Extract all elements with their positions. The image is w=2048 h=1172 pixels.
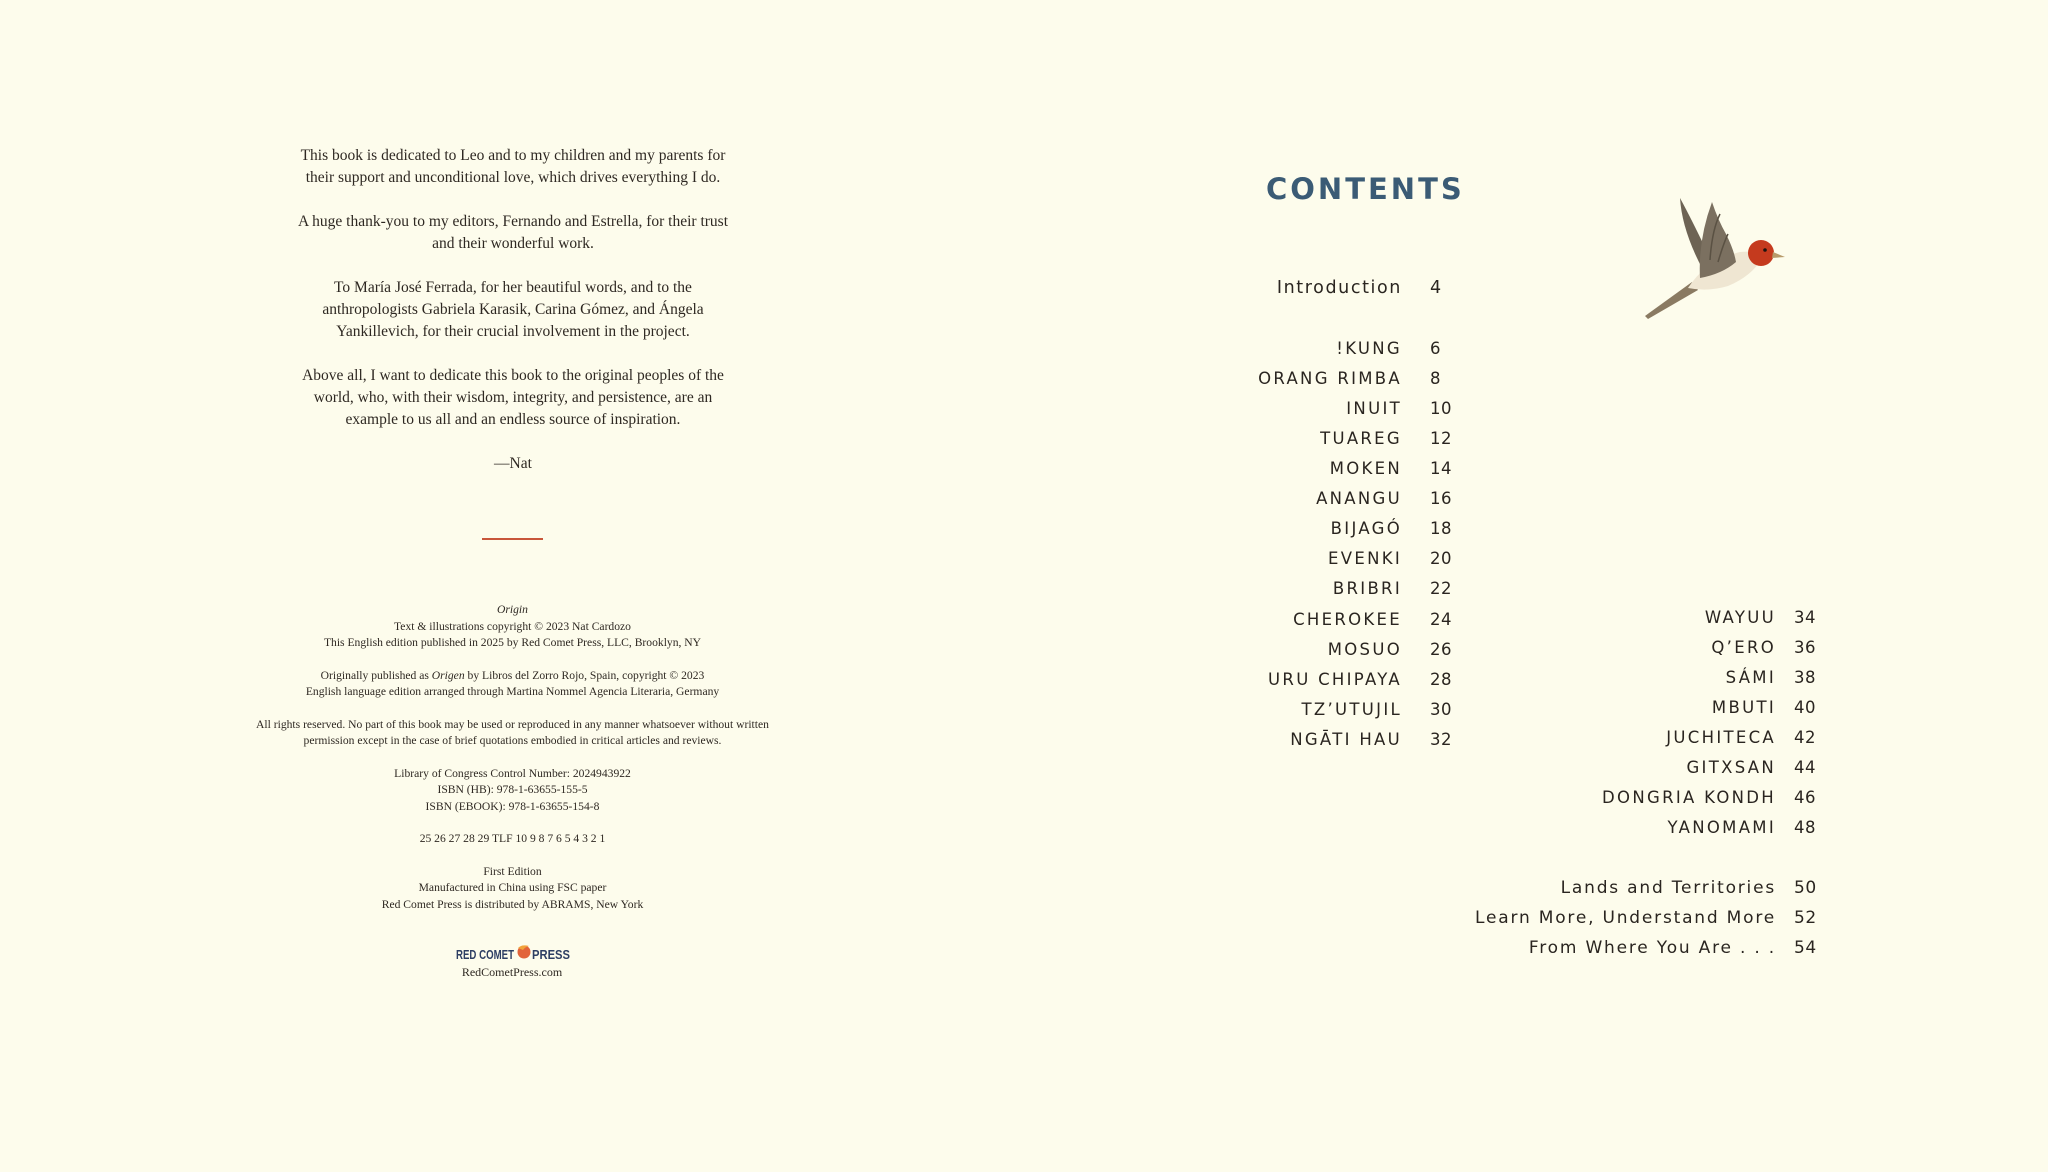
toc-page: 42 <box>1794 728 1816 747</box>
toc-page: 34 <box>1794 608 1816 627</box>
toc-page: 10 <box>1430 399 1452 418</box>
bird-illustration <box>1640 190 1790 330</box>
toc-label: ORANG RIMBA <box>1258 369 1402 388</box>
toc-page: 20 <box>1430 549 1452 568</box>
toc-entry[interactable] <box>1420 815 1816 841</box>
rights-line: permission except in the case of brief quotations embodied in critical articles and reviews. <box>303 734 722 747</box>
toc-entry[interactable] <box>1420 725 1816 751</box>
toc-label: INUIT <box>1346 399 1402 418</box>
original-title: Origen <box>431 668 465 682</box>
dedication-line: world, who, with their wisdom, integrity, and persistence, are an <box>313 389 713 406</box>
toc-label: !KUNG <box>1336 339 1402 358</box>
original-suffix: by Libros del Zorro Rojo, Spain, copyright © 2023 <box>464 668 705 682</box>
dedication-paragraph-2 <box>240 211 786 255</box>
toc-page: 18 <box>1430 519 1452 538</box>
toc-entry-from-where[interactable] <box>1420 935 1817 961</box>
toc-entry[interactable] <box>1100 637 1452 663</box>
toc-entry[interactable] <box>1100 727 1452 753</box>
toc-entry[interactable] <box>1100 366 1441 392</box>
toc-label: Learn More, Understand More <box>1475 908 1776 928</box>
publisher-website: RedCometPress.com <box>461 965 563 979</box>
toc-label: JUCHITECA <box>1666 728 1776 747</box>
dedication-line: and their wonderful work. <box>432 235 594 252</box>
toc-label: Lands and Territories <box>1560 878 1776 898</box>
toc-entry[interactable] <box>1420 635 1816 661</box>
toc-page: 14 <box>1430 459 1452 478</box>
toc-page: 26 <box>1430 640 1452 659</box>
dedication-line: A huge thank-you to my editors, Fernando and Estrella, for their trust <box>297 213 729 230</box>
toc-page: 32 <box>1430 730 1452 749</box>
distributed-line: Red Comet Press is distributed by ABRAMS, New York <box>381 897 644 911</box>
toc-page: 4 <box>1430 278 1442 298</box>
toc-entry[interactable] <box>1420 695 1816 721</box>
bird-head <box>1748 240 1774 266</box>
bird-eye <box>1763 248 1767 252</box>
book-title: Origin <box>497 603 528 616</box>
dedication-line: Yankillevich, for their crucial involvement in the project. <box>336 323 690 340</box>
dedication-paragraph-4 <box>240 365 786 431</box>
dedication-line: Above all, I want to dedicate this book to the original peoples of the <box>302 367 724 384</box>
dedication-line: example to us all and an endless source of inspiration. <box>345 411 681 428</box>
dedication-line: This book is dedicated to Leo and to my children and my parents for <box>300 147 726 164</box>
printing-line: 25 26 27 28 29 TLF 10 9 8 7 6 5 4 3 2 1 <box>419 832 606 845</box>
toc-label: Q’ERO <box>1711 638 1776 657</box>
toc-page: 46 <box>1794 788 1816 807</box>
toc-label: DONGRIA KONDH <box>1602 788 1776 807</box>
toc-label: EVENKI <box>1328 549 1402 568</box>
toc-label: SÁMI <box>1725 668 1776 687</box>
toc-page: 54 <box>1794 938 1817 958</box>
dedication-line: To María José Ferrada, for her beautiful words, and to the <box>334 279 692 296</box>
toc-label: BRIBRI <box>1332 579 1402 598</box>
toc-page: 36 <box>1794 638 1816 657</box>
toc-entry[interactable] <box>1420 605 1816 631</box>
toc-page: 28 <box>1430 670 1452 689</box>
red-comet-press-logo <box>455 942 571 964</box>
toc-label: Introduction <box>1276 278 1402 298</box>
original-publication <box>170 668 855 685</box>
toc-label: MOSUO <box>1327 640 1402 659</box>
rights-line: All rights reserved. No part of this book may be used or reproduced in any manner whatsoever without written <box>256 717 769 731</box>
toc-page: 40 <box>1794 698 1816 717</box>
toc-entry[interactable] <box>1420 755 1816 781</box>
toc-entry[interactable] <box>1420 785 1816 811</box>
toc-page: 38 <box>1794 668 1816 687</box>
toc-entry[interactable] <box>1100 456 1452 482</box>
manufactured-line: Manufactured in China using FSC paper <box>418 881 607 894</box>
colophon <box>170 602 855 929</box>
toc-label: MBUTI <box>1711 698 1776 717</box>
toc-page: 8 <box>1430 369 1441 388</box>
toc-label: CHEROKEE <box>1293 610 1402 629</box>
toc-page: 50 <box>1794 878 1817 898</box>
toc-entry[interactable] <box>1100 576 1452 602</box>
toc-page: 16 <box>1430 489 1452 508</box>
toc-label: URU CHIPAYA <box>1268 670 1402 689</box>
toc-entry[interactable] <box>1100 336 1441 362</box>
arranged-line: English language edition arranged through Martina Nommel Agencia Literaria, Germany <box>305 685 720 698</box>
dedication <box>240 145 786 497</box>
toc-entry[interactable] <box>1100 667 1452 693</box>
logo-text-right: PRESS <box>532 947 571 962</box>
toc-entry[interactable] <box>1100 516 1452 542</box>
dedication-line: their support and unconditional love, which drives everything I do. <box>305 169 721 186</box>
toc-page: 44 <box>1794 758 1816 777</box>
toc-entry[interactable] <box>1100 607 1452 633</box>
toc-page: 6 <box>1430 339 1441 358</box>
toc-entry[interactable] <box>1100 546 1452 572</box>
toc-label: TUAREG <box>1320 429 1402 448</box>
dedication-paragraph-3 <box>240 277 786 343</box>
edition-note: This English edition published in 2025 by Red Comet Press, LLC, Brooklyn, NY <box>323 636 702 649</box>
toc-entry-lands[interactable] <box>1420 875 1817 901</box>
isbn-hb: ISBN (HB): 978-1-63655-155-5 <box>437 783 588 796</box>
toc-page: 30 <box>1430 700 1452 719</box>
toc-page: 24 <box>1430 610 1452 629</box>
bird-beak <box>1772 252 1785 258</box>
toc-entry-introduction[interactable] <box>1100 275 1442 301</box>
contents-title: CONTENTS <box>1266 172 1465 206</box>
toc-entry[interactable] <box>1100 396 1452 422</box>
toc-label: YANOMAMI <box>1667 818 1776 837</box>
toc-label: MOKEN <box>1329 459 1402 478</box>
toc-page: 22 <box>1430 579 1452 598</box>
toc-entry[interactable] <box>1100 697 1452 723</box>
isbn-ebook: ISBN (EBOOK): 978-1-63655-154-8 <box>425 799 600 813</box>
toc-label: ANANGU <box>1316 489 1402 508</box>
dedication-paragraph-1 <box>240 145 786 189</box>
orange-divider <box>482 538 543 540</box>
dedication-line: anthropologists Gabriela Karasik, Carina Gómez, and Ángela <box>322 301 704 318</box>
toc-label: TZ’UTUJIL <box>1301 700 1402 719</box>
toc-label: WAYUU <box>1704 608 1776 627</box>
toc-page: 12 <box>1430 429 1452 448</box>
logo-text-left: RED COMET <box>456 947 515 962</box>
toc-label: GITXSAN <box>1686 758 1776 777</box>
toc-entry[interactable] <box>1420 665 1816 691</box>
copyright-line: Text & illustrations copyright © 2023 Nat Cardozo <box>394 619 631 633</box>
dedication-signature: —Nat <box>494 455 532 472</box>
toc-page: 48 <box>1794 818 1816 837</box>
toc-label: From Where You Are . . . <box>1528 938 1776 958</box>
toc-entry-learn-more[interactable] <box>1420 905 1817 931</box>
original-prefix: Originally published as <box>320 668 432 682</box>
toc-entry[interactable] <box>1100 486 1452 512</box>
toc-page: 52 <box>1794 908 1817 928</box>
loc-number: Library of Congress Control Number: 2024943922 <box>394 766 631 780</box>
first-edition: First Edition <box>483 864 542 878</box>
toc-label: NGĀTI HAU <box>1290 730 1402 749</box>
toc-label: BIJAGÓ <box>1330 519 1402 538</box>
toc-entry[interactable] <box>1100 426 1452 452</box>
